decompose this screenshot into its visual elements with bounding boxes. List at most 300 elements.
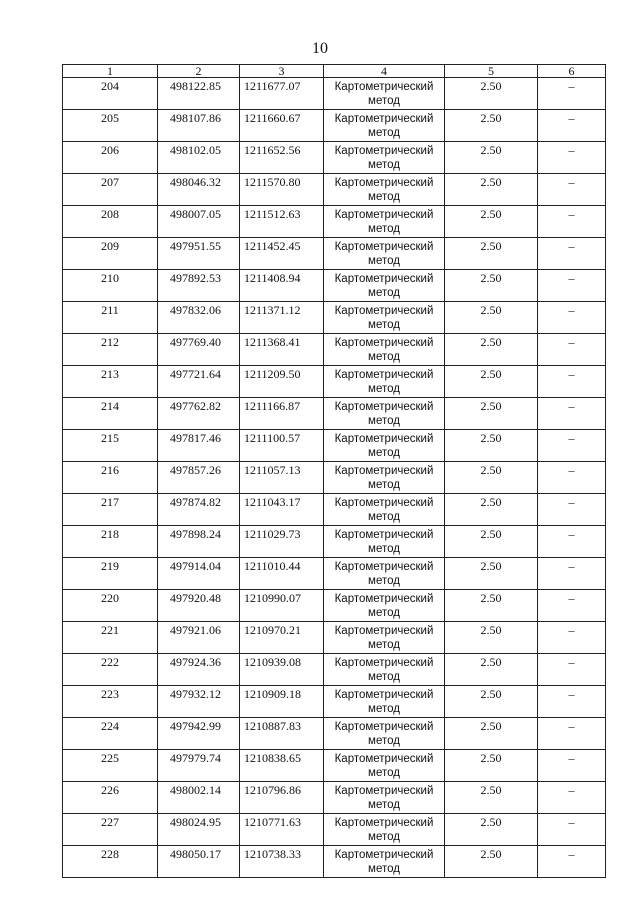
x-coordinate-cell <box>158 814 240 846</box>
point-number-cell <box>63 334 158 366</box>
accuracy-cell-text: 2.50 <box>480 751 502 765</box>
point-number-cell-text: 228 <box>101 847 119 861</box>
accuracy-cell <box>445 430 538 462</box>
point-number-cell-text: 207 <box>101 175 119 189</box>
point-number-cell <box>63 174 158 206</box>
x-coordinate-cell <box>158 302 240 334</box>
note-cell <box>538 366 606 398</box>
y-coordinate-cell-text: 1211660.67 <box>244 111 301 125</box>
page-number: 10 <box>312 40 328 57</box>
y-coordinate-cell <box>240 750 324 782</box>
accuracy-cell <box>445 814 538 846</box>
y-coordinate-cell <box>240 302 324 334</box>
note-cell-text: – <box>568 79 575 93</box>
note-cell-text: – <box>568 527 575 541</box>
accuracy-cell-text: 2.50 <box>480 239 502 253</box>
x-coordinate-cell-text: 497721.64 <box>170 367 221 381</box>
y-coordinate-cell <box>240 366 324 398</box>
method-cell-text: Картометрический метод <box>334 689 434 715</box>
method-cell-text: Картометрический метод <box>334 817 434 843</box>
x-coordinate-cell-text: 497832.06 <box>170 303 221 317</box>
method-cell <box>324 238 445 270</box>
accuracy-cell <box>445 78 538 110</box>
table-row <box>63 622 606 654</box>
y-coordinate-cell <box>240 782 324 814</box>
x-coordinate-cell-text: 498002.14 <box>170 783 221 797</box>
accuracy-cell-text: 2.50 <box>480 591 502 605</box>
point-number-cell-text: 214 <box>101 399 119 413</box>
note-cell <box>538 590 606 622</box>
method-cell <box>324 78 445 110</box>
table-row <box>63 494 606 526</box>
y-coordinate-cell <box>240 462 324 494</box>
note-cell <box>538 622 606 654</box>
x-coordinate-cell-text: 497942.99 <box>170 719 221 733</box>
note-cell-text: – <box>568 399 575 413</box>
method-cell-text: Картометрический метод <box>334 561 434 587</box>
note-cell-text: – <box>568 783 575 797</box>
y-coordinate-cell <box>240 110 324 142</box>
x-coordinate-cell-text: 497769.40 <box>170 335 221 349</box>
y-coordinate-cell-text: 1211570.80 <box>244 175 301 189</box>
x-coordinate-cell <box>158 462 240 494</box>
note-cell <box>538 846 606 878</box>
method-cell <box>324 750 445 782</box>
accuracy-cell <box>445 590 538 622</box>
x-coordinate-cell-text: 497892.53 <box>170 271 221 285</box>
y-coordinate-cell-text: 1210909.18 <box>244 687 301 701</box>
table-row <box>63 590 606 622</box>
table-row <box>63 174 606 206</box>
point-number-cell <box>63 782 158 814</box>
accuracy-cell-text: 2.50 <box>480 271 502 285</box>
method-cell-text: Картометрический метод <box>334 81 434 107</box>
accuracy-cell <box>445 110 538 142</box>
accuracy-cell-text: 2.50 <box>480 719 502 733</box>
point-number-cell <box>63 302 158 334</box>
x-coordinate-cell-text: 498024.95 <box>170 815 221 829</box>
column-header-3: 3 <box>240 65 324 78</box>
point-number-cell-text: 212 <box>101 335 119 349</box>
method-cell-text: Картометрический метод <box>334 497 434 523</box>
method-cell-text: Картометрический метод <box>334 625 434 651</box>
accuracy-cell <box>445 526 538 558</box>
point-number-cell <box>63 110 158 142</box>
note-cell <box>538 686 606 718</box>
point-number-cell <box>63 430 158 462</box>
table-row <box>63 238 606 270</box>
note-cell-text: – <box>568 687 575 701</box>
x-coordinate-cell <box>158 590 240 622</box>
table-row <box>63 558 606 590</box>
point-number-cell-text: 205 <box>101 111 119 125</box>
point-number-cell-text: 227 <box>101 815 119 829</box>
y-coordinate-cell-text: 1211408.94 <box>244 271 301 285</box>
method-cell-text: Картометрический метод <box>334 657 434 683</box>
x-coordinate-cell-text: 497951.55 <box>170 239 221 253</box>
note-cell <box>538 238 606 270</box>
x-coordinate-cell <box>158 654 240 686</box>
x-coordinate-cell-text: 497762.82 <box>170 399 221 413</box>
y-coordinate-cell <box>240 718 324 750</box>
note-cell-text: – <box>568 655 575 669</box>
accuracy-cell <box>445 206 538 238</box>
method-cell-text: Картометрический метод <box>334 177 434 203</box>
x-coordinate-cell-text: 497924.36 <box>170 655 221 669</box>
point-number-cell-text: 204 <box>101 79 119 93</box>
note-cell <box>538 142 606 174</box>
table-row <box>63 142 606 174</box>
point-number-cell <box>63 142 158 174</box>
y-coordinate-cell <box>240 142 324 174</box>
coordinates-table <box>62 64 606 878</box>
table-row <box>63 398 606 430</box>
y-coordinate-cell-text: 1211677.07 <box>244 79 301 93</box>
x-coordinate-cell-text: 498102.05 <box>170 143 221 157</box>
note-cell-text: – <box>568 303 575 317</box>
method-cell <box>324 398 445 430</box>
note-cell-text: – <box>568 495 575 509</box>
method-cell-text: Картометрический метод <box>334 337 434 363</box>
method-cell <box>324 302 445 334</box>
note-cell <box>538 558 606 590</box>
point-number-cell-text: 215 <box>101 431 119 445</box>
point-number-cell-text: 226 <box>101 783 119 797</box>
point-number-cell-text: 219 <box>101 559 119 573</box>
y-coordinate-cell <box>240 174 324 206</box>
column-header-2: 2 <box>158 65 240 78</box>
y-coordinate-cell-text: 1211100.57 <box>244 431 301 445</box>
accuracy-cell-text: 2.50 <box>480 175 502 189</box>
y-coordinate-cell-text: 1211512.63 <box>244 207 301 221</box>
method-cell-text: Картометрический метод <box>334 241 434 267</box>
note-cell-text: – <box>568 431 575 445</box>
accuracy-cell <box>445 238 538 270</box>
accuracy-cell <box>445 846 538 878</box>
method-cell <box>324 654 445 686</box>
accuracy-cell <box>445 782 538 814</box>
method-cell <box>324 526 445 558</box>
accuracy-cell <box>445 462 538 494</box>
point-number-cell-text: 220 <box>101 591 119 605</box>
point-number-cell <box>63 654 158 686</box>
y-coordinate-cell <box>240 558 324 590</box>
table-row <box>63 750 606 782</box>
note-cell-text: – <box>568 591 575 605</box>
note-cell <box>538 302 606 334</box>
accuracy-cell-text: 2.50 <box>480 527 502 541</box>
note-cell-text: – <box>568 719 575 733</box>
table-row <box>63 430 606 462</box>
note-cell-text: – <box>568 271 575 285</box>
y-coordinate-cell-text: 1210738.33 <box>244 847 301 861</box>
x-coordinate-cell <box>158 270 240 302</box>
method-cell <box>324 494 445 526</box>
note-cell-text: – <box>568 623 575 637</box>
x-coordinate-cell <box>158 174 240 206</box>
note-cell <box>538 750 606 782</box>
point-number-cell <box>63 78 158 110</box>
point-number-cell <box>63 750 158 782</box>
y-coordinate-cell <box>240 846 324 878</box>
point-number-cell <box>63 622 158 654</box>
y-coordinate-cell <box>240 78 324 110</box>
y-coordinate-cell-text: 1211010.44 <box>244 559 301 573</box>
point-number-cell <box>63 590 158 622</box>
x-coordinate-cell <box>158 494 240 526</box>
table-row <box>63 782 606 814</box>
x-coordinate-cell-text: 498050.17 <box>170 847 221 861</box>
y-coordinate-cell <box>240 654 324 686</box>
point-number-cell-text: 208 <box>101 207 119 221</box>
y-coordinate-cell <box>240 494 324 526</box>
method-cell <box>324 718 445 750</box>
point-number-cell <box>63 814 158 846</box>
method-cell-text: Картометрический метод <box>334 401 434 427</box>
accuracy-cell-text: 2.50 <box>480 207 502 221</box>
y-coordinate-cell-text: 1211368.41 <box>244 335 301 349</box>
accuracy-cell <box>445 686 538 718</box>
method-cell <box>324 174 445 206</box>
x-coordinate-cell <box>158 558 240 590</box>
point-number-cell-text: 218 <box>101 527 119 541</box>
method-cell <box>324 622 445 654</box>
accuracy-cell-text: 2.50 <box>480 143 502 157</box>
x-coordinate-cell <box>158 782 240 814</box>
x-coordinate-cell <box>158 718 240 750</box>
note-cell <box>538 494 606 526</box>
x-coordinate-cell <box>158 686 240 718</box>
table-row <box>63 526 606 558</box>
note-cell-text: – <box>568 815 575 829</box>
y-coordinate-cell-text: 1211371.12 <box>244 303 301 317</box>
method-cell-text: Картометрический метод <box>334 593 434 619</box>
y-coordinate-cell <box>240 430 324 462</box>
method-cell <box>324 430 445 462</box>
x-coordinate-cell <box>158 430 240 462</box>
table-body <box>63 78 606 878</box>
x-coordinate-cell <box>158 238 240 270</box>
accuracy-cell-text: 2.50 <box>480 79 502 93</box>
note-cell <box>538 206 606 238</box>
method-cell-text: Картометрический метод <box>334 529 434 555</box>
method-cell <box>324 846 445 878</box>
note-cell <box>538 398 606 430</box>
y-coordinate-cell-text: 1211057.13 <box>244 463 301 477</box>
table-row <box>63 270 606 302</box>
note-cell-text: – <box>568 143 575 157</box>
y-coordinate-cell <box>240 398 324 430</box>
x-coordinate-cell-text: 497921.06 <box>170 623 221 637</box>
accuracy-cell <box>445 366 538 398</box>
x-coordinate-cell <box>158 398 240 430</box>
table-row <box>63 302 606 334</box>
column-header-1: 1 <box>63 65 158 78</box>
table-row <box>63 686 606 718</box>
accuracy-cell <box>445 142 538 174</box>
table-row <box>63 206 606 238</box>
method-cell <box>324 142 445 174</box>
column-header-4: 4 <box>324 65 445 78</box>
x-coordinate-cell-text: 498122.85 <box>170 79 221 93</box>
x-coordinate-cell-text: 497898.24 <box>170 527 221 541</box>
point-number-cell-text: 206 <box>101 143 119 157</box>
accuracy-cell <box>445 398 538 430</box>
point-number-cell <box>63 558 158 590</box>
point-number-cell-text: 223 <box>101 687 119 701</box>
y-coordinate-cell-text: 1210771.63 <box>244 815 301 829</box>
method-cell <box>324 462 445 494</box>
accuracy-cell-text: 2.50 <box>480 815 502 829</box>
note-cell-text: – <box>568 559 575 573</box>
y-coordinate-cell-text: 1211452.45 <box>244 239 301 253</box>
note-cell <box>538 270 606 302</box>
point-number-cell <box>63 686 158 718</box>
method-cell-text: Картометрический метод <box>334 721 434 747</box>
x-coordinate-cell-text: 497979.74 <box>170 751 221 765</box>
point-number-cell <box>63 526 158 558</box>
y-coordinate-cell-text: 1211652.56 <box>244 143 301 157</box>
accuracy-cell <box>445 302 538 334</box>
method-cell-text: Картометрический метод <box>334 113 434 139</box>
y-coordinate-cell <box>240 814 324 846</box>
note-cell-text: – <box>568 367 575 381</box>
accuracy-cell-text: 2.50 <box>480 847 502 861</box>
table-row <box>63 110 606 142</box>
y-coordinate-cell <box>240 590 324 622</box>
note-cell <box>538 334 606 366</box>
point-number-cell <box>63 366 158 398</box>
point-number-cell <box>63 398 158 430</box>
accuracy-cell <box>445 174 538 206</box>
accuracy-cell-text: 2.50 <box>480 367 502 381</box>
y-coordinate-cell <box>240 270 324 302</box>
point-number-cell-text: 221 <box>101 623 119 637</box>
point-number-cell-text: 216 <box>101 463 119 477</box>
point-number-cell-text: 211 <box>101 303 119 317</box>
y-coordinate-cell-text: 1210939.08 <box>244 655 301 669</box>
x-coordinate-cell-text: 497914.04 <box>170 559 221 573</box>
method-cell-text: Картометрический метод <box>334 465 434 491</box>
x-coordinate-cell-text: 497920.48 <box>170 591 221 605</box>
table-row <box>63 814 606 846</box>
point-number-cell <box>63 238 158 270</box>
method-cell <box>324 558 445 590</box>
x-coordinate-cell <box>158 78 240 110</box>
point-number-cell-text: 209 <box>101 239 119 253</box>
accuracy-cell-text: 2.50 <box>480 623 502 637</box>
note-cell-text: – <box>568 239 575 253</box>
y-coordinate-cell-text: 1210990.07 <box>244 591 301 605</box>
x-coordinate-cell-text: 497874.82 <box>170 495 221 509</box>
point-number-cell <box>63 846 158 878</box>
y-coordinate-cell-text: 1211209.50 <box>244 367 301 381</box>
accuracy-cell <box>445 718 538 750</box>
x-coordinate-cell <box>158 622 240 654</box>
note-cell <box>538 814 606 846</box>
x-coordinate-cell <box>158 334 240 366</box>
point-number-cell-text: 217 <box>101 495 119 509</box>
method-cell <box>324 366 445 398</box>
y-coordinate-cell-text: 1210796.86 <box>244 783 301 797</box>
method-cell <box>324 814 445 846</box>
method-cell <box>324 270 445 302</box>
table-row <box>63 334 606 366</box>
y-coordinate-cell <box>240 206 324 238</box>
note-cell-text: – <box>568 463 575 477</box>
method-cell-text: Картометрический метод <box>334 369 434 395</box>
accuracy-cell-text: 2.50 <box>480 463 502 477</box>
y-coordinate-cell <box>240 622 324 654</box>
note-cell-text: – <box>568 847 575 861</box>
note-cell-text: – <box>568 751 575 765</box>
note-cell-text: – <box>568 335 575 349</box>
note-cell <box>538 782 606 814</box>
table-header-row <box>63 65 606 78</box>
x-coordinate-cell <box>158 846 240 878</box>
accuracy-cell-text: 2.50 <box>480 303 502 317</box>
table-row <box>63 654 606 686</box>
note-cell <box>538 654 606 686</box>
accuracy-cell-text: 2.50 <box>480 495 502 509</box>
accuracy-cell <box>445 558 538 590</box>
table-row <box>63 718 606 750</box>
note-cell <box>538 718 606 750</box>
method-cell <box>324 110 445 142</box>
accuracy-cell-text: 2.50 <box>480 111 502 125</box>
method-cell <box>324 590 445 622</box>
y-coordinate-cell <box>240 238 324 270</box>
column-header-6: 6 <box>538 65 606 78</box>
accuracy-cell <box>445 270 538 302</box>
point-number-cell-text: 210 <box>101 271 119 285</box>
method-cell-text: Картометрический метод <box>334 305 434 331</box>
point-number-cell <box>63 462 158 494</box>
accuracy-cell-text: 2.50 <box>480 687 502 701</box>
method-cell <box>324 686 445 718</box>
note-cell <box>538 78 606 110</box>
method-cell-text: Картометрический метод <box>334 849 434 875</box>
point-number-cell-text: 224 <box>101 719 119 733</box>
accuracy-cell-text: 2.50 <box>480 335 502 349</box>
x-coordinate-cell-text: 498007.05 <box>170 207 221 221</box>
accuracy-cell <box>445 622 538 654</box>
note-cell-text: – <box>568 175 575 189</box>
y-coordinate-cell <box>240 334 324 366</box>
note-cell <box>538 526 606 558</box>
note-cell-text: – <box>568 207 575 221</box>
x-coordinate-cell <box>158 526 240 558</box>
x-coordinate-cell <box>158 750 240 782</box>
accuracy-cell <box>445 654 538 686</box>
table-row <box>63 846 606 878</box>
note-cell-text: – <box>568 111 575 125</box>
point-number-cell <box>63 270 158 302</box>
accuracy-cell-text: 2.50 <box>480 399 502 413</box>
y-coordinate-cell-text: 1211166.87 <box>244 399 301 413</box>
x-coordinate-cell-text: 498107.86 <box>170 111 221 125</box>
column-header-5: 5 <box>445 65 538 78</box>
y-coordinate-cell-text: 1211043.17 <box>244 495 301 509</box>
point-number-cell-text: 213 <box>101 367 119 381</box>
point-number-cell-text: 225 <box>101 751 119 765</box>
y-coordinate-cell-text: 1210887.83 <box>244 719 301 733</box>
x-coordinate-cell-text: 497857.26 <box>170 463 221 477</box>
note-cell <box>538 174 606 206</box>
x-coordinate-cell-text: 497932.12 <box>170 687 221 701</box>
x-coordinate-cell <box>158 110 240 142</box>
note-cell <box>538 110 606 142</box>
